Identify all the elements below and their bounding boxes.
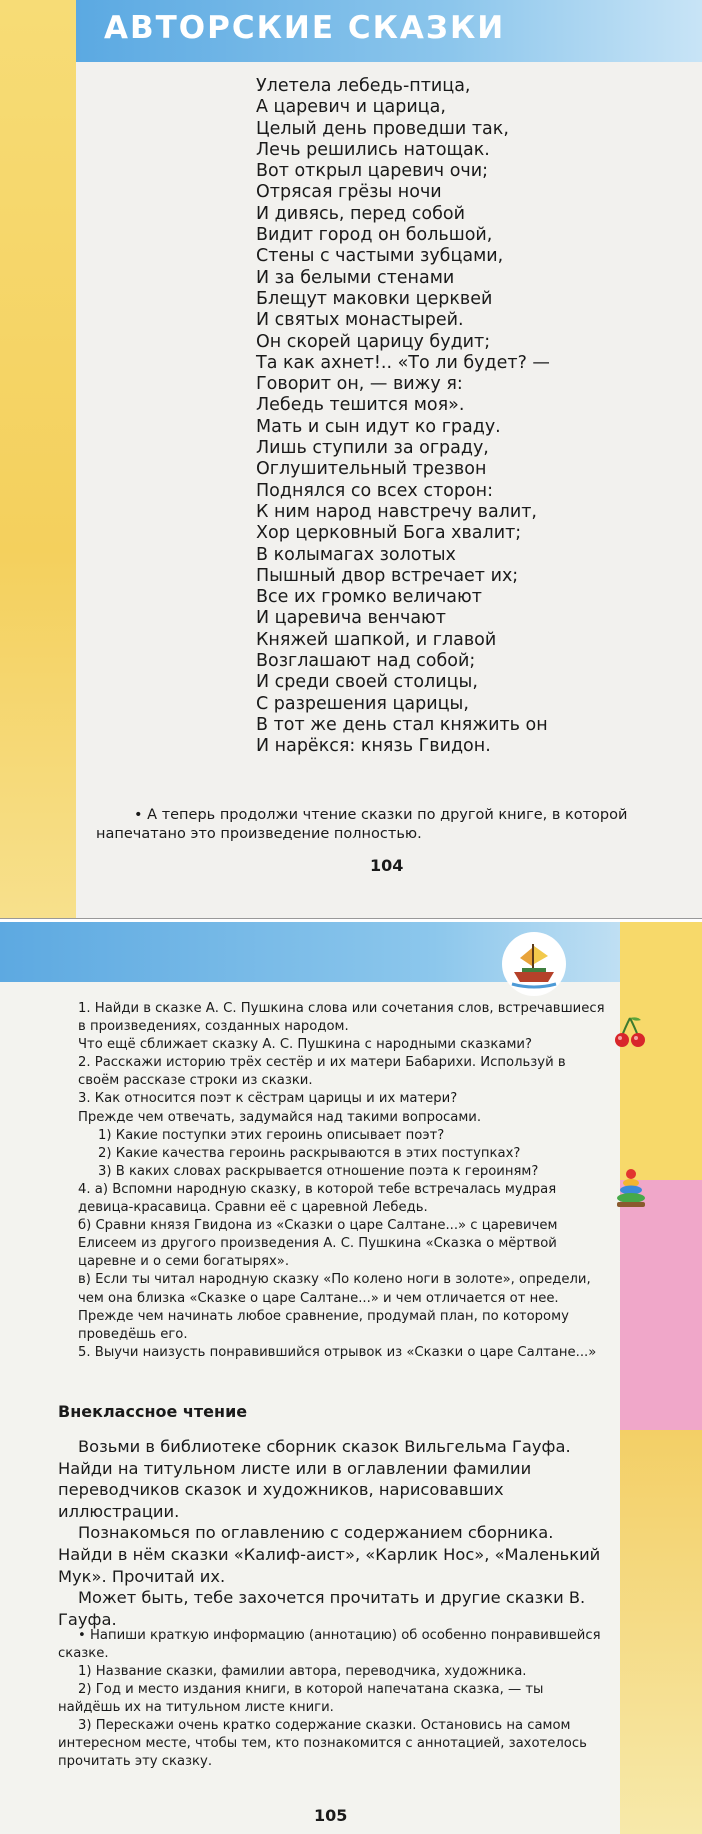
poem-line: Улетела лебедь-птица,	[256, 76, 471, 96]
question-item: 2. Расскажи историю трёх сестёр и их матери Бабарихи. Используй в своём рассказе строки из сказки.	[78, 1055, 566, 1089]
poem-line: Поднялся со всех сторон:	[256, 480, 494, 501]
poem-line: В тот же день стал княжить он	[256, 714, 548, 735]
question-item: 2) Какие качества героинь раскрываются в этих поступках?	[98, 1145, 521, 1161]
page-number: 104	[370, 856, 404, 875]
poem-line: Стены с частыми зубцами,	[256, 246, 504, 267]
poem-line: Княжей шапкой, и главой	[256, 629, 497, 650]
poem-line: Все их громко величают	[256, 587, 482, 608]
poem-line: Мать и сын идут ко граду.	[256, 416, 501, 437]
question-item: 1) Какие поступки этих героинь описывает поэт?	[98, 1127, 445, 1143]
left-color-band	[0, 0, 76, 918]
poem-line: В колымагах золотых	[256, 544, 456, 565]
poem-line: И за белыми стенами	[256, 267, 455, 288]
right-gradient-band	[620, 1430, 702, 1834]
page-105	[0, 922, 702, 1834]
question-item: Прежде чем отвечать, задумайся над такими вопросами.	[78, 1109, 482, 1125]
question-item: 3. Как относится поэт к сёстрам царицы и их матери?	[78, 1091, 458, 1107]
poem-line: И царевича венчают	[256, 608, 446, 629]
question-item: Прежде чем начинать любое сравнение, продумай план, по которому проведёшь его.	[78, 1308, 569, 1342]
question-item: 4. а) Вспомни народную сказку, в которой тебе встречалась мудрая девица-красавица. Сравни её с царевной Лебедь.	[78, 1181, 557, 1216]
poem-line: Говорит он, — вижу я:	[256, 374, 463, 395]
poem-line: И среди своей столицы,	[256, 672, 478, 693]
poem-line: И дивясь, перед собой	[256, 203, 465, 224]
poem-line: Лишь ступили за ограду,	[256, 438, 489, 459]
questions-list	[58, 1000, 608, 1362]
pyramid-toy-icon	[611, 1167, 651, 1209]
poem-line: Блещут маковки церквей	[256, 288, 493, 309]
poem-line: И нарёкся: князь Гвидон.	[256, 736, 491, 757]
chapter-header	[76, 0, 702, 62]
poem-line: Вот открыл царевич очи;	[256, 161, 489, 182]
poem-line: Та как ахнет!.. «То ли будет? —	[256, 352, 550, 373]
annotation-item: 1) Название сказки, фамилии автора, переводчика, художника.	[78, 1664, 527, 1679]
right-pink-band	[620, 1180, 702, 1430]
cherry-icon	[613, 1014, 647, 1050]
page-number: 105	[314, 1806, 348, 1825]
annotation-instructions	[58, 1627, 606, 1771]
poem-line: С разрешения царицы,	[256, 693, 469, 714]
question-item: б) Сравни князя Гвидона из «Сказки о царе Салтане...» с царевичем Елисеем из другого произведения А. С. Пушкина «Сказка о мёртвой царевне и о семи богатырях».	[78, 1218, 558, 1270]
question-item: Что ещё сближает сказку А. С. Пушкина с народными сказками?	[78, 1037, 532, 1053]
poem-line: Пышный двор встречает их;	[256, 565, 519, 586]
poem-line: Оглушительный трезвон	[256, 459, 487, 480]
poem-line: И святых монастырей.	[256, 310, 464, 331]
annotation-item: 2) Год и место издания книги, в которой напечатана сказка, — ты найдёшь их на титульном листе книги.	[58, 1682, 544, 1715]
extracurricular-reading-text	[58, 1436, 606, 1630]
annotation-item: 3) Перескажи очень кратко содержание сказки. Остановись на самом интересном месте, чтобы тем, кто познакомится с аннотацией, захотелось прочитать эту сказку.	[58, 1718, 587, 1769]
reading-paragraph: Может быть, тебе захочется прочитать и другие сказки В. Гауфа.	[58, 1588, 586, 1629]
poem-line: Лебедь тешится моя».	[256, 395, 465, 416]
annotation-item: • Напиши краткую информацию (аннотацию) об особенно понравившейся сказке.	[58, 1628, 601, 1661]
poem-line: Видит город он большой,	[256, 225, 493, 246]
section-title: Внеклассное чтение	[58, 1402, 248, 1421]
poem-line: Он скорей царицу будит;	[256, 331, 491, 352]
reading-paragraph: Возьми в библиотеке сборник сказок Вильгельма Гауфа. Найди на титульном листе или в оглавлении фамилии переводчиков сказок и художников, нарисовавших иллюстрации.	[58, 1437, 571, 1521]
poem-line: Отрясая грёзы ночи	[256, 182, 442, 203]
continue-reading-note: • А теперь продолжи чтение сказки по другой книге, в которой напечатано это произведение полностью.	[96, 807, 628, 842]
question-item: 1. Найди в сказке А. С. Пушкина слова или сочетания слов, встречавшиеся в произведениях, созданных народом.	[78, 1001, 605, 1035]
question-item: 5. Выучи наизусть понравившийся отрывок из «Сказки о царе Салтане...»	[78, 1344, 597, 1360]
poem-line: А царевич и царица,	[256, 97, 446, 118]
question-item: 3) В каких словах раскрывается отношение поэта к героиням?	[98, 1163, 539, 1179]
poem-line: Целый день проведши так,	[256, 118, 509, 139]
question-item: в) Если ты читал народную сказку «По колено ноги в золоте», определи, чем она близка «Сказке о царе Салтане...» и чем отличается от нее.	[78, 1272, 591, 1306]
reading-paragraph: Познакомься по оглавлению с содержанием сборника. Найди в нём сказки «Калиф-аист», «Карлик Нос», «Маленький Мук». Прочитай их.	[58, 1523, 601, 1586]
ship-icon	[502, 932, 566, 996]
poem-line: Хор церковный Бога хвалит;	[256, 523, 522, 544]
chapter-title: АВТОРСКИЕ СКАЗКИ	[104, 10, 506, 46]
poem-text	[256, 76, 550, 758]
poem-line: К ним народ навстречу валит,	[256, 501, 537, 522]
poem-line: Возглашают над собой;	[256, 651, 476, 672]
poem-line: Лечь решились натощак.	[256, 139, 490, 160]
